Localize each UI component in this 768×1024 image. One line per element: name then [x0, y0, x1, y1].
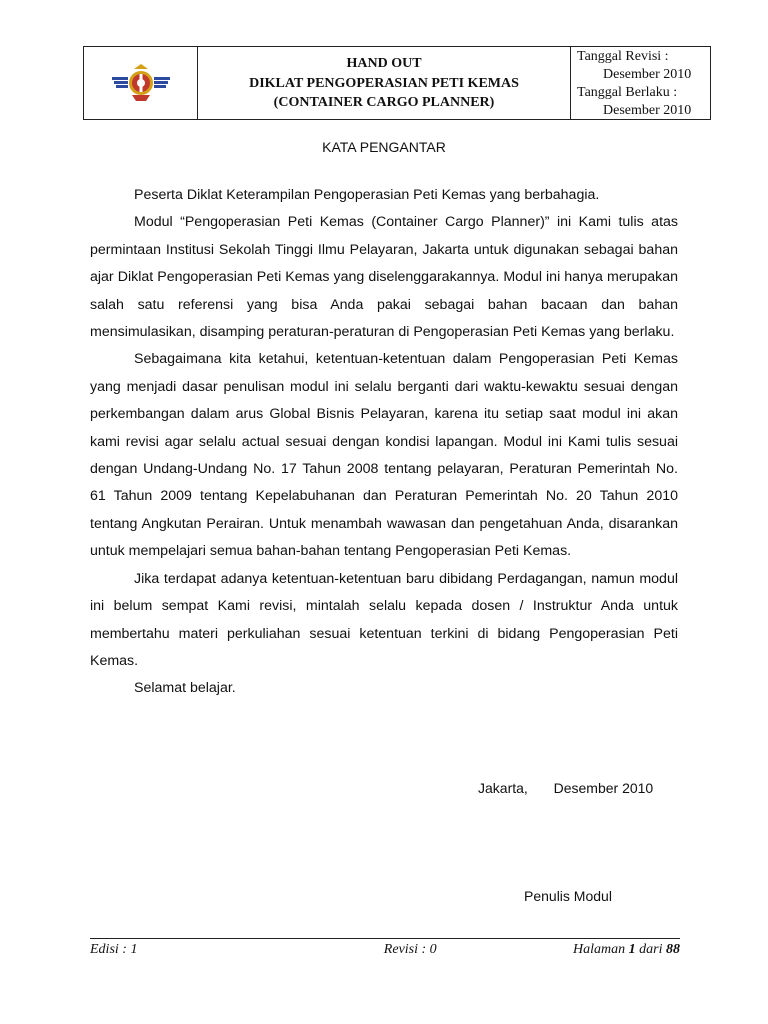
effective-date-label: Tanggal Berlaku : — [577, 85, 678, 100]
footer-revision: Revisi : 0 — [383, 942, 437, 957]
signature-date: Desember 2010 — [553, 780, 654, 796]
signature-author: Penulis Modul — [524, 888, 612, 904]
revision-date-value: Desember 2010 — [603, 67, 692, 82]
institution-logo-icon — [110, 63, 172, 103]
paragraph-closing: Selamat belajar. — [134, 680, 236, 697]
paragraph-regulations: Sebagaimana kita ketahui, ketentuan-ketentuan dalam Pengoperasian Peti Kemas yang menjadi dasar penulisan modul ini selalu berganti dari waktu-kewaktu sesuai dengan perkembangan dalam arus Global Bisnis Pelayaran, karena itu setiap saat modul ini akan kami revisi agar selalu actual sesuai dengan kondisi lapangan. Modul ini Kami tulis sesuai dengan Undang-Undang No. 17 Tahun 2008 tentang pelayaran, Peraturan Pemerintah No. 61 Tahun 2009 tentang Kepelabuhanan dan Peraturan Pemerintah No. 20 Tahun 2010 tentang Angkutan Perairan. Untuk menambah wawasan dan pengetahuan Anda, disarankan untuk mempelajari semua bahan-bahan tentang Pengoperasian Peti Kemas. — [90, 351, 678, 560]
paragraph-intro: Modul “Pengoperasian Peti Kemas (Container Cargo Planner)” ini Kami tulis atas permintaan Institusi Sekolah Tinggi Ilmu Pelayaran, Jakarta untuk digunakan sebagai bahan ajar Diklat Pengoperasian Peti Kemas yang diselenggarakannya. Modul ini hanya merupakan salah satu referensi yang bisa Anda pakai sebagai bahan bacaan dan bahan mensimulasikan, disamping peraturan-peraturan di Pengoperasian Peti Kemas yang berlaku. — [90, 214, 678, 341]
paragraph-greeting: Peserta Diklat Keterampilan Pengoperasian Peti Kemas yang berbahagia. — [134, 187, 600, 203]
effective-date-value: Desember 2010 — [603, 103, 692, 118]
paragraph-revision-note: Jika terdapat adanya ketentuan-ketentuan baru dibidang Perdagangan, namun modul ini belum sempat Kami revisi, mintalah selalu kepada dosen / Instruktur Anda untuk membertahu materi perkuliahan sesuai ketentuan terkini di bidang Pengoperasian Peti Kemas. — [90, 570, 678, 669]
footer-page-of: dari — [635, 942, 666, 957]
logo-cell — [84, 47, 198, 119]
diklat-title: DIKLAT PENGOPERASIAN PETI KEMAS — [249, 76, 519, 91]
document-body — [90, 182, 678, 703]
signature-city: Jakarta, — [478, 780, 528, 796]
date-cell — [571, 47, 710, 119]
footer-page-total: 88 — [665, 942, 680, 957]
footer-page-number: 1 — [628, 942, 636, 957]
title-cell — [198, 47, 571, 119]
page-heading: KATA PENGANTAR — [322, 139, 446, 155]
page-footer — [90, 938, 680, 958]
header-table — [83, 46, 711, 120]
footer-edition: Edisi : 1 — [90, 942, 138, 957]
diklat-subtitle: (CONTAINER CARGO PLANNER) — [273, 95, 495, 110]
footer-page-info — [573, 942, 680, 958]
handout-title: HAND OUT — [346, 56, 422, 71]
footer-page-prefix: Halaman — [573, 942, 629, 957]
revision-date-label: Tanggal Revisi : — [577, 49, 669, 64]
signature-place-date — [478, 780, 653, 796]
